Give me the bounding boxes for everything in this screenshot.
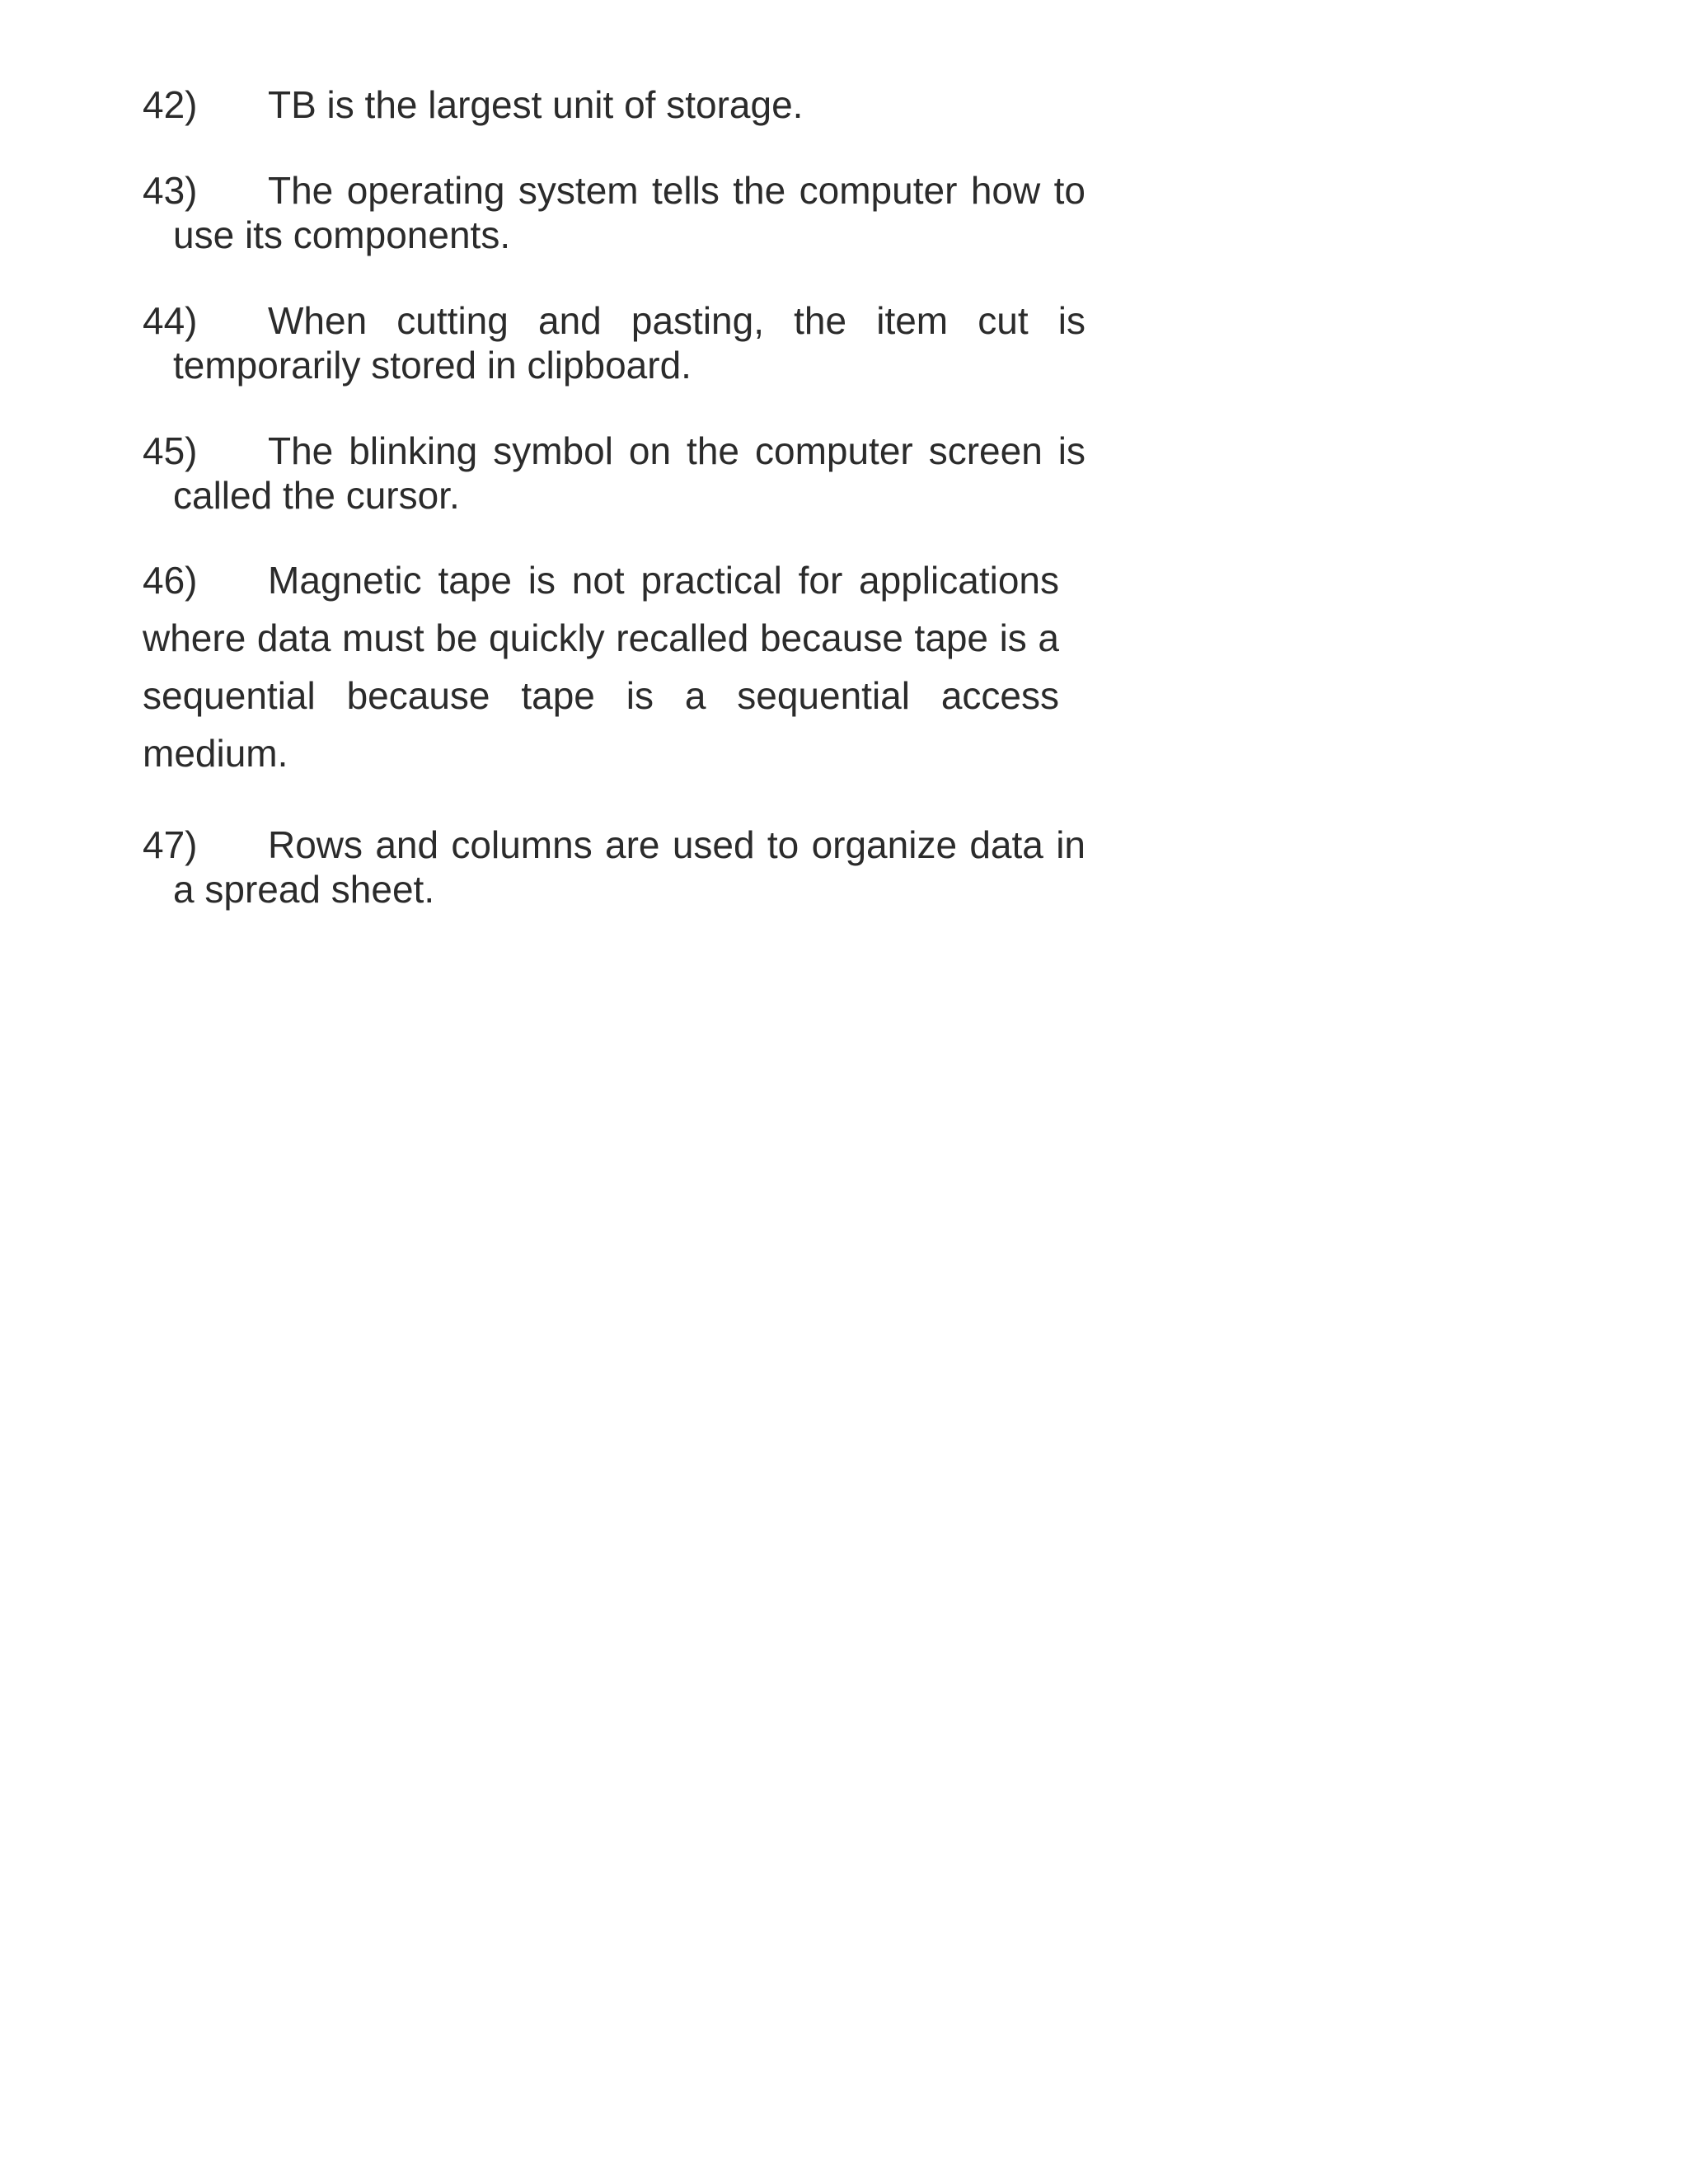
item-text: When cutting and pasting, the item cut is bbox=[268, 299, 1085, 342]
list-item bbox=[143, 168, 1085, 257]
list-item bbox=[143, 823, 1085, 912]
list-item bbox=[143, 429, 1085, 518]
item-text: The operating system tells the computer how to bbox=[268, 169, 1085, 212]
item-number: 45) bbox=[143, 429, 198, 472]
item-number: 44) bbox=[143, 299, 198, 342]
list-item bbox=[143, 551, 1059, 782]
item-text: The blinking symbol on the computer screen is bbox=[268, 429, 1085, 472]
item-text-continuation: temporarily stored in clipboard. bbox=[173, 344, 692, 387]
item-number: 43) bbox=[143, 169, 198, 212]
item-text-continuation: a spread sheet. bbox=[173, 868, 435, 911]
item-number: 46) bbox=[143, 559, 198, 602]
list-item bbox=[143, 298, 1085, 387]
item-text: TB is the largest unit of storage. bbox=[268, 83, 804, 126]
item-number: 42) bbox=[143, 83, 198, 126]
item-text: Rows and columns are used to organize data in bbox=[268, 823, 1085, 866]
item-text-continuation: use its components. bbox=[173, 213, 511, 256]
list-item bbox=[143, 82, 1085, 127]
item-number: 47) bbox=[143, 823, 198, 866]
item-text: Magnetic tape is not practical for applications where data must be quickly recalled because tape is a sequential because tape is a sequential access medium. bbox=[143, 559, 1059, 775]
item-text-continuation: called the cursor. bbox=[173, 474, 460, 517]
